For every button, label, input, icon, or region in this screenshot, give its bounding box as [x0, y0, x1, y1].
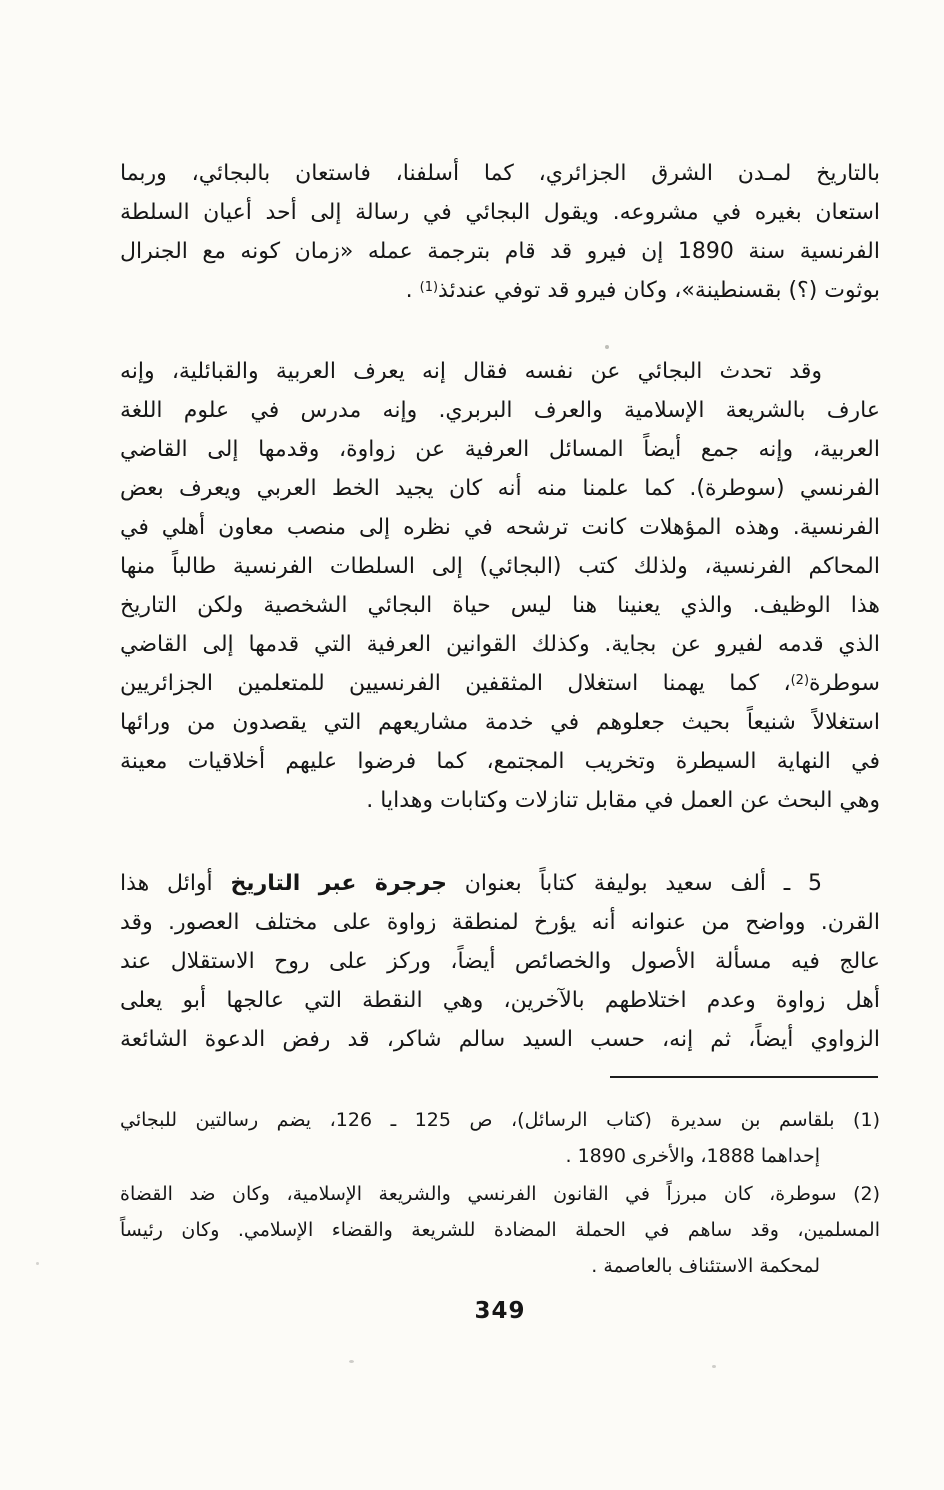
paragraph-1: [120, 154, 880, 310]
footnote-ref-1: (1): [419, 280, 439, 295]
main-text: [120, 154, 880, 1059]
text-line: [120, 864, 880, 903]
text-line: [120, 664, 880, 703]
text-line: استغلالاً شنيعاً بحيث جعلوهم في خدمة مشاريعهم التي يقصدون من ورائها: [120, 710, 880, 735]
scan-speck: [712, 1365, 716, 1368]
line-text: بوثوت (؟) بقسنطينة»، وكان فيرو قد توفي عندئذ: [438, 278, 880, 303]
line-text: أوائل هذا: [120, 871, 231, 896]
footnote-ref-2: (2): [790, 673, 810, 688]
footnote-marker: (1): [853, 1109, 880, 1131]
scan-speck: [36, 1262, 39, 1265]
text-line: العربية، وإنه جمع أيضاً المسائل العرفية عن زواوة، وقدمها إلى القاضي: [120, 437, 880, 462]
text-line: أهل زواوة وعدم اختلاطهم بالآخرين، وهي النقطة التي عالجها أبو يعلى: [120, 988, 880, 1013]
text-line: [120, 271, 880, 310]
paragraph-3: [120, 864, 880, 1059]
text-line: في النهاية السيطرة وتخريب المجتمع، كما فرضوا عليهم أخلاقيات معينة: [120, 749, 880, 774]
line-text: .: [405, 278, 420, 303]
book-title: جرجرة عبر التاريخ: [230, 871, 447, 896]
footnote-text: بلقاسم بن سديرة (كتاب الرسائل)، ص 125 ـ 126، يضم رسالتين للبجائي: [120, 1109, 835, 1131]
page-number: 349: [474, 1298, 526, 1324]
text-line: وقد تحدث البجائي عن نفسه فقال إنه يعرف العربية والقبائلية، وإنه: [120, 359, 822, 384]
text-line: الفرنسي (سوطرة). كما علمنا منه أنه كان يجيد الخط العربي ويعرف بعض: [120, 476, 880, 501]
footnote-marker: (2): [853, 1183, 880, 1205]
footnote-line: المسلمين، وقد ساهم في الحملة المضادة للشريعة والقضاء الإسلامي. وكان رئيساً: [120, 1219, 880, 1241]
scan-speck: [349, 1360, 354, 1363]
text-line: الذي قدمه لفيرو عن بجاية. وكذلك القوانين العرفية التي قدمها إلى القاضي: [120, 632, 880, 657]
scan-speck: [605, 345, 609, 349]
text-line: القرن. وواضح من عنوانه أنه يؤرخ لمنطقة زواوة على مختلف العصور. وقد: [120, 910, 880, 935]
text-line: هذا الوظيف. والذي يعنينا هنا ليس حياة البجائي الشخصية ولكن التاريخ: [120, 593, 880, 618]
line-text: 5 ـ ألف سعيد بوليفة كتاباً بعنوان: [446, 871, 823, 896]
footnote-separator: [610, 1076, 878, 1078]
text-line: وهي البحث عن العمل في مقابل تنازلات وكتابات وهدايا .: [366, 788, 880, 813]
text-line: الفرنسية. وهذه المؤهلات كانت ترشحه في نظره إلى منصب معاون أهلي في: [120, 515, 880, 540]
paragraph-2: [120, 352, 880, 820]
text-line: الفرنسية سنة 1890 إن فيرو قد قام بترجمة عمله «زمان كونه مع الجنرال: [120, 239, 880, 264]
footnote-line: إحداهما 1888، والأخرى 1890 .: [565, 1145, 820, 1167]
footnote-line: [120, 1102, 880, 1138]
text-line: عارف بالشريعة الإسلامية والعرف البربري. وإنه مدرس في علوم اللغة: [120, 398, 880, 423]
text-line: الزواوي أيضاً، ثم إنه، حسب السيد سالم شاكر، قد رفض الدعوة الشائعة: [120, 1027, 880, 1052]
text-line: بالتاريخ لمـدن الشرق الجزائري، كما أسلفنا، فاستعان بالبجائي، وربما: [120, 161, 880, 186]
line-text: سوطرة: [809, 671, 880, 696]
footnote-2: [120, 1176, 880, 1284]
text-line: المحاكم الفرنسية، ولذلك كتب (البجائي) إلى السلطات الفرنسية طالباً منها: [120, 554, 880, 579]
footnotes: [120, 1102, 880, 1284]
footnote-text: سوطرة، كان مبرزاً في القانون الفرنسي والشريعة الإسلامية، وكان ضد القضاة: [120, 1183, 837, 1205]
line-text: ، كما يهمنا استغلال المثقفين الفرنسيين للمتعلمين الجزائريين: [120, 671, 791, 696]
footnote-1: [120, 1102, 880, 1174]
footnote-line: [120, 1176, 880, 1212]
footnote-line: لمحكمة الاستئناف بالعاصمة .: [591, 1255, 820, 1277]
text-line: استعان بغيره في مشروعه. ويقول البجائي في رسالة إلى أحد أعيان السلطة: [120, 200, 880, 225]
text-line: عالج فيه مسألة الأصول والخصائص أيضاً، وركز على روح الاستقلال عند: [120, 949, 880, 974]
